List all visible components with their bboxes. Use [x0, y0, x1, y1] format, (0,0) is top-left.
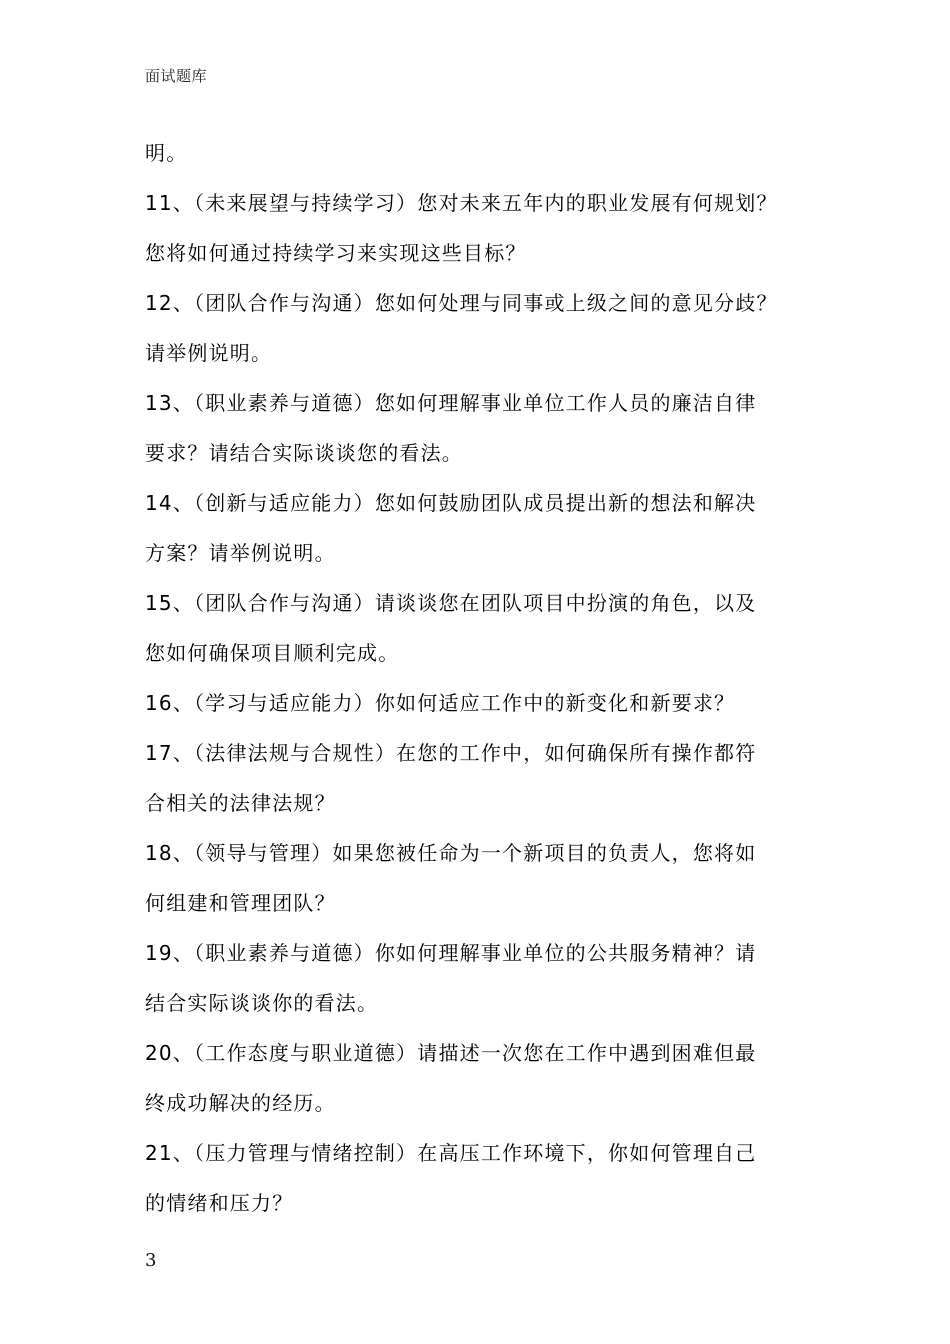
- question-line: 18、（领导与管理）如果您被任命为一个新项目的负责人，您将如: [145, 841, 757, 865]
- question-line: 何组建和管理团队？: [145, 891, 336, 915]
- question-line: 17、（法律法规与合规性）在您的工作中，如何确保所有操作都符: [145, 741, 757, 765]
- text-line: 明。: [145, 141, 188, 165]
- question-line: 请举例说明。: [145, 341, 273, 365]
- question-line: 12、（团队合作与沟通）您如何处理与同事或上级之间的意见分歧？: [145, 291, 778, 315]
- question-line: 您将如何通过持续学习来实现这些目标？: [145, 241, 527, 265]
- page-header: 面试题库: [145, 67, 208, 85]
- question-line: 14、（创新与适应能力）您如何鼓励团队成员提出新的想法和解决: [145, 491, 757, 515]
- question-line: 终成功解决的经历。: [145, 1091, 336, 1115]
- question-line: 结合实际谈谈你的看法。: [145, 991, 379, 1015]
- question-line: 的情绪和压力？: [145, 1191, 294, 1215]
- question-line: 15、（团队合作与沟通）请谈谈您在团队项目中扮演的角色，以及: [145, 591, 757, 615]
- question-line: 13、（职业素养与道德）您如何理解事业单位工作人员的廉洁自律: [145, 391, 757, 415]
- question-line: 您如何确保项目顺利完成。: [145, 641, 400, 665]
- question-line: 21、（压力管理与情绪控制）在高压工作环境下，你如何管理自己: [145, 1141, 757, 1165]
- question-line: 11、（未来展望与持续学习）您对未来五年内的职业发展有何规划？: [145, 191, 778, 215]
- page-number: 3: [145, 1250, 157, 1271]
- question-line: 要求？请结合实际谈谈您的看法。: [145, 441, 463, 465]
- question-line: 19、（职业素养与道德）你如何理解事业单位的公共服务精神？请: [145, 941, 757, 965]
- question-list: [145, 128, 845, 1228]
- question-line: 16、（学习与适应能力）你如何适应工作中的新变化和新要求？: [145, 691, 736, 715]
- question-line: 20、（工作态度与职业道德）请描述一次您在工作中遇到困难但最: [145, 1041, 757, 1065]
- question-line: 方案？请举例说明。: [145, 541, 336, 565]
- question-line: 合相关的法律法规？: [145, 791, 336, 815]
